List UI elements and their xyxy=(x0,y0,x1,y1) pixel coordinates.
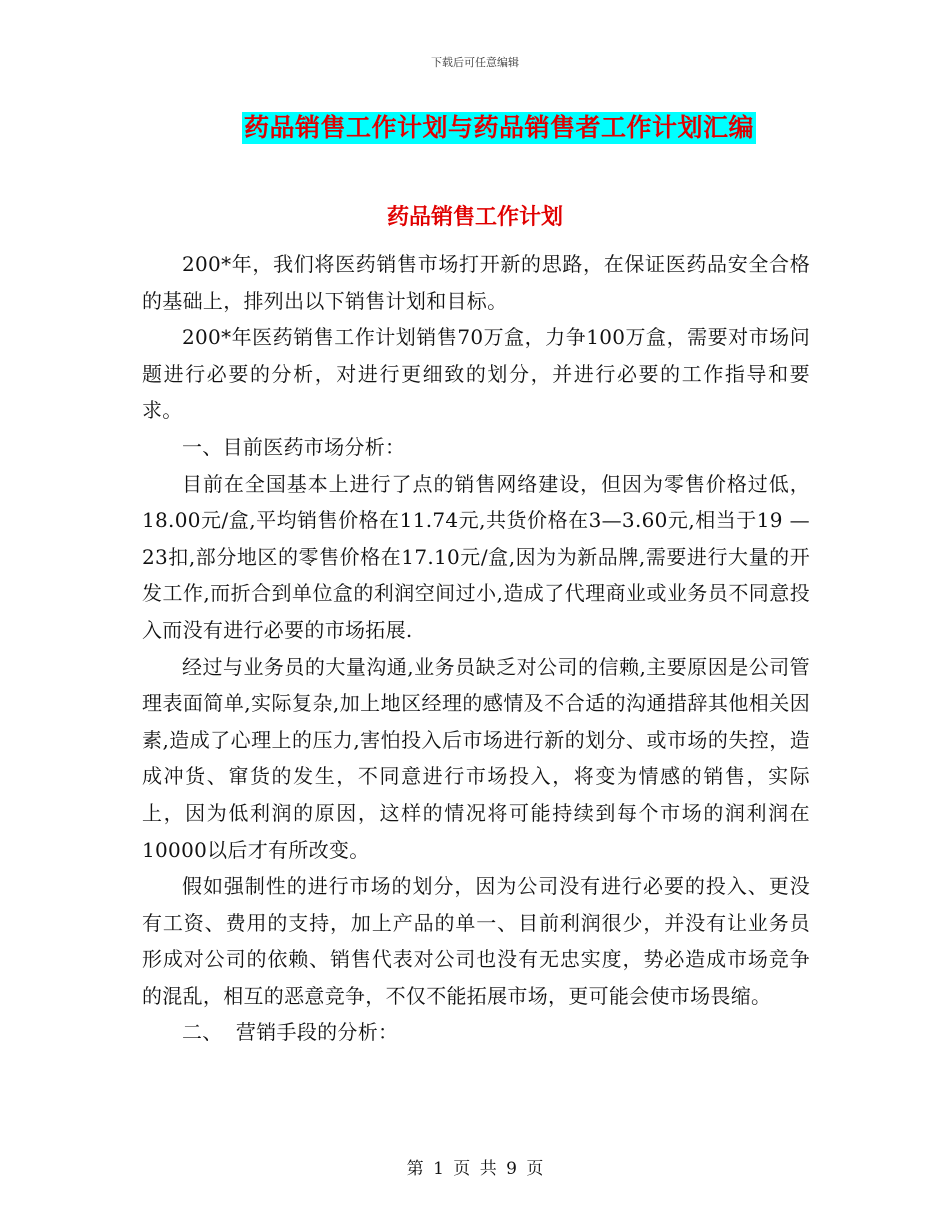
document-body xyxy=(142,246,810,1051)
paragraph: 经过与业务员的大量沟通,业务员缺乏对公司的信赖,主要原因是公司管理表面简单,实际复杂,加上地区经理的感情及不合适的沟通措辞其他相关因素,造成了心理上的压力,害怕投入后市场进行新的划分、或市场的失控，造成冲货、窜货的发生，不同意进行市场投入，将变为情感的销售，实际上，因为低利润的原因，这样的情况将可能持续到每个市场的润利润在10000以后才有所改变。 xyxy=(142,654,810,862)
paragraph: 假如强制性的进行市场的划分，因为公司没有进行必要的投入、更没有工资、费用的支持，加上产品的单一、目前利润很少，并没有让业务员形成对公司的依赖、销售代表对公司也没有无忠实度，势必造成市场竞争的混乱，相互的恶意竞争，不仅不能拓展市场，更可能会使市场畏缩。 xyxy=(142,874,810,1008)
paragraph-heading: 一、目前医药市场分析： xyxy=(182,434,406,459)
section-title: 药品销售工作计划 xyxy=(386,204,563,230)
header-note: 下载后可任意编辑 xyxy=(431,56,519,69)
page-number-footer: 第 1 页 共 9 页 xyxy=(406,1159,544,1179)
paragraph: 目前在全国基本上进行了点的销售网络建设，但因为零售价格过低，18.00元/盒,平均销售价格在11.74元,共货价格在3—3.60元,相当于19 —23扣,部分地区的零售价格在17.10元/盒,因为为新品牌,需要进行大量的开发工作,而折合到单位盒的利润空间过小,造成了代理商业或业务员不同意投入而没有进行必要的市场拓展. xyxy=(142,471,810,642)
paragraph-heading: 二、 营销手段的分析： xyxy=(182,1020,399,1045)
paragraph: 200*年，我们将医药销售市场打开新的思路，在保证医药品安全合格的基础上，排列出以下销售计划和目标。 xyxy=(142,252,810,313)
paragraph: 200*年医药销售工作计划销售70万盒，力争100万盒，需要对市场问题进行必要的分析，对进行更细致的划分，并进行必要的工作指导和要求。 xyxy=(142,325,810,423)
document-title: 药品销售工作计划与药品销售者工作计划汇编 xyxy=(243,113,754,142)
document-title-wrap xyxy=(0,112,950,144)
